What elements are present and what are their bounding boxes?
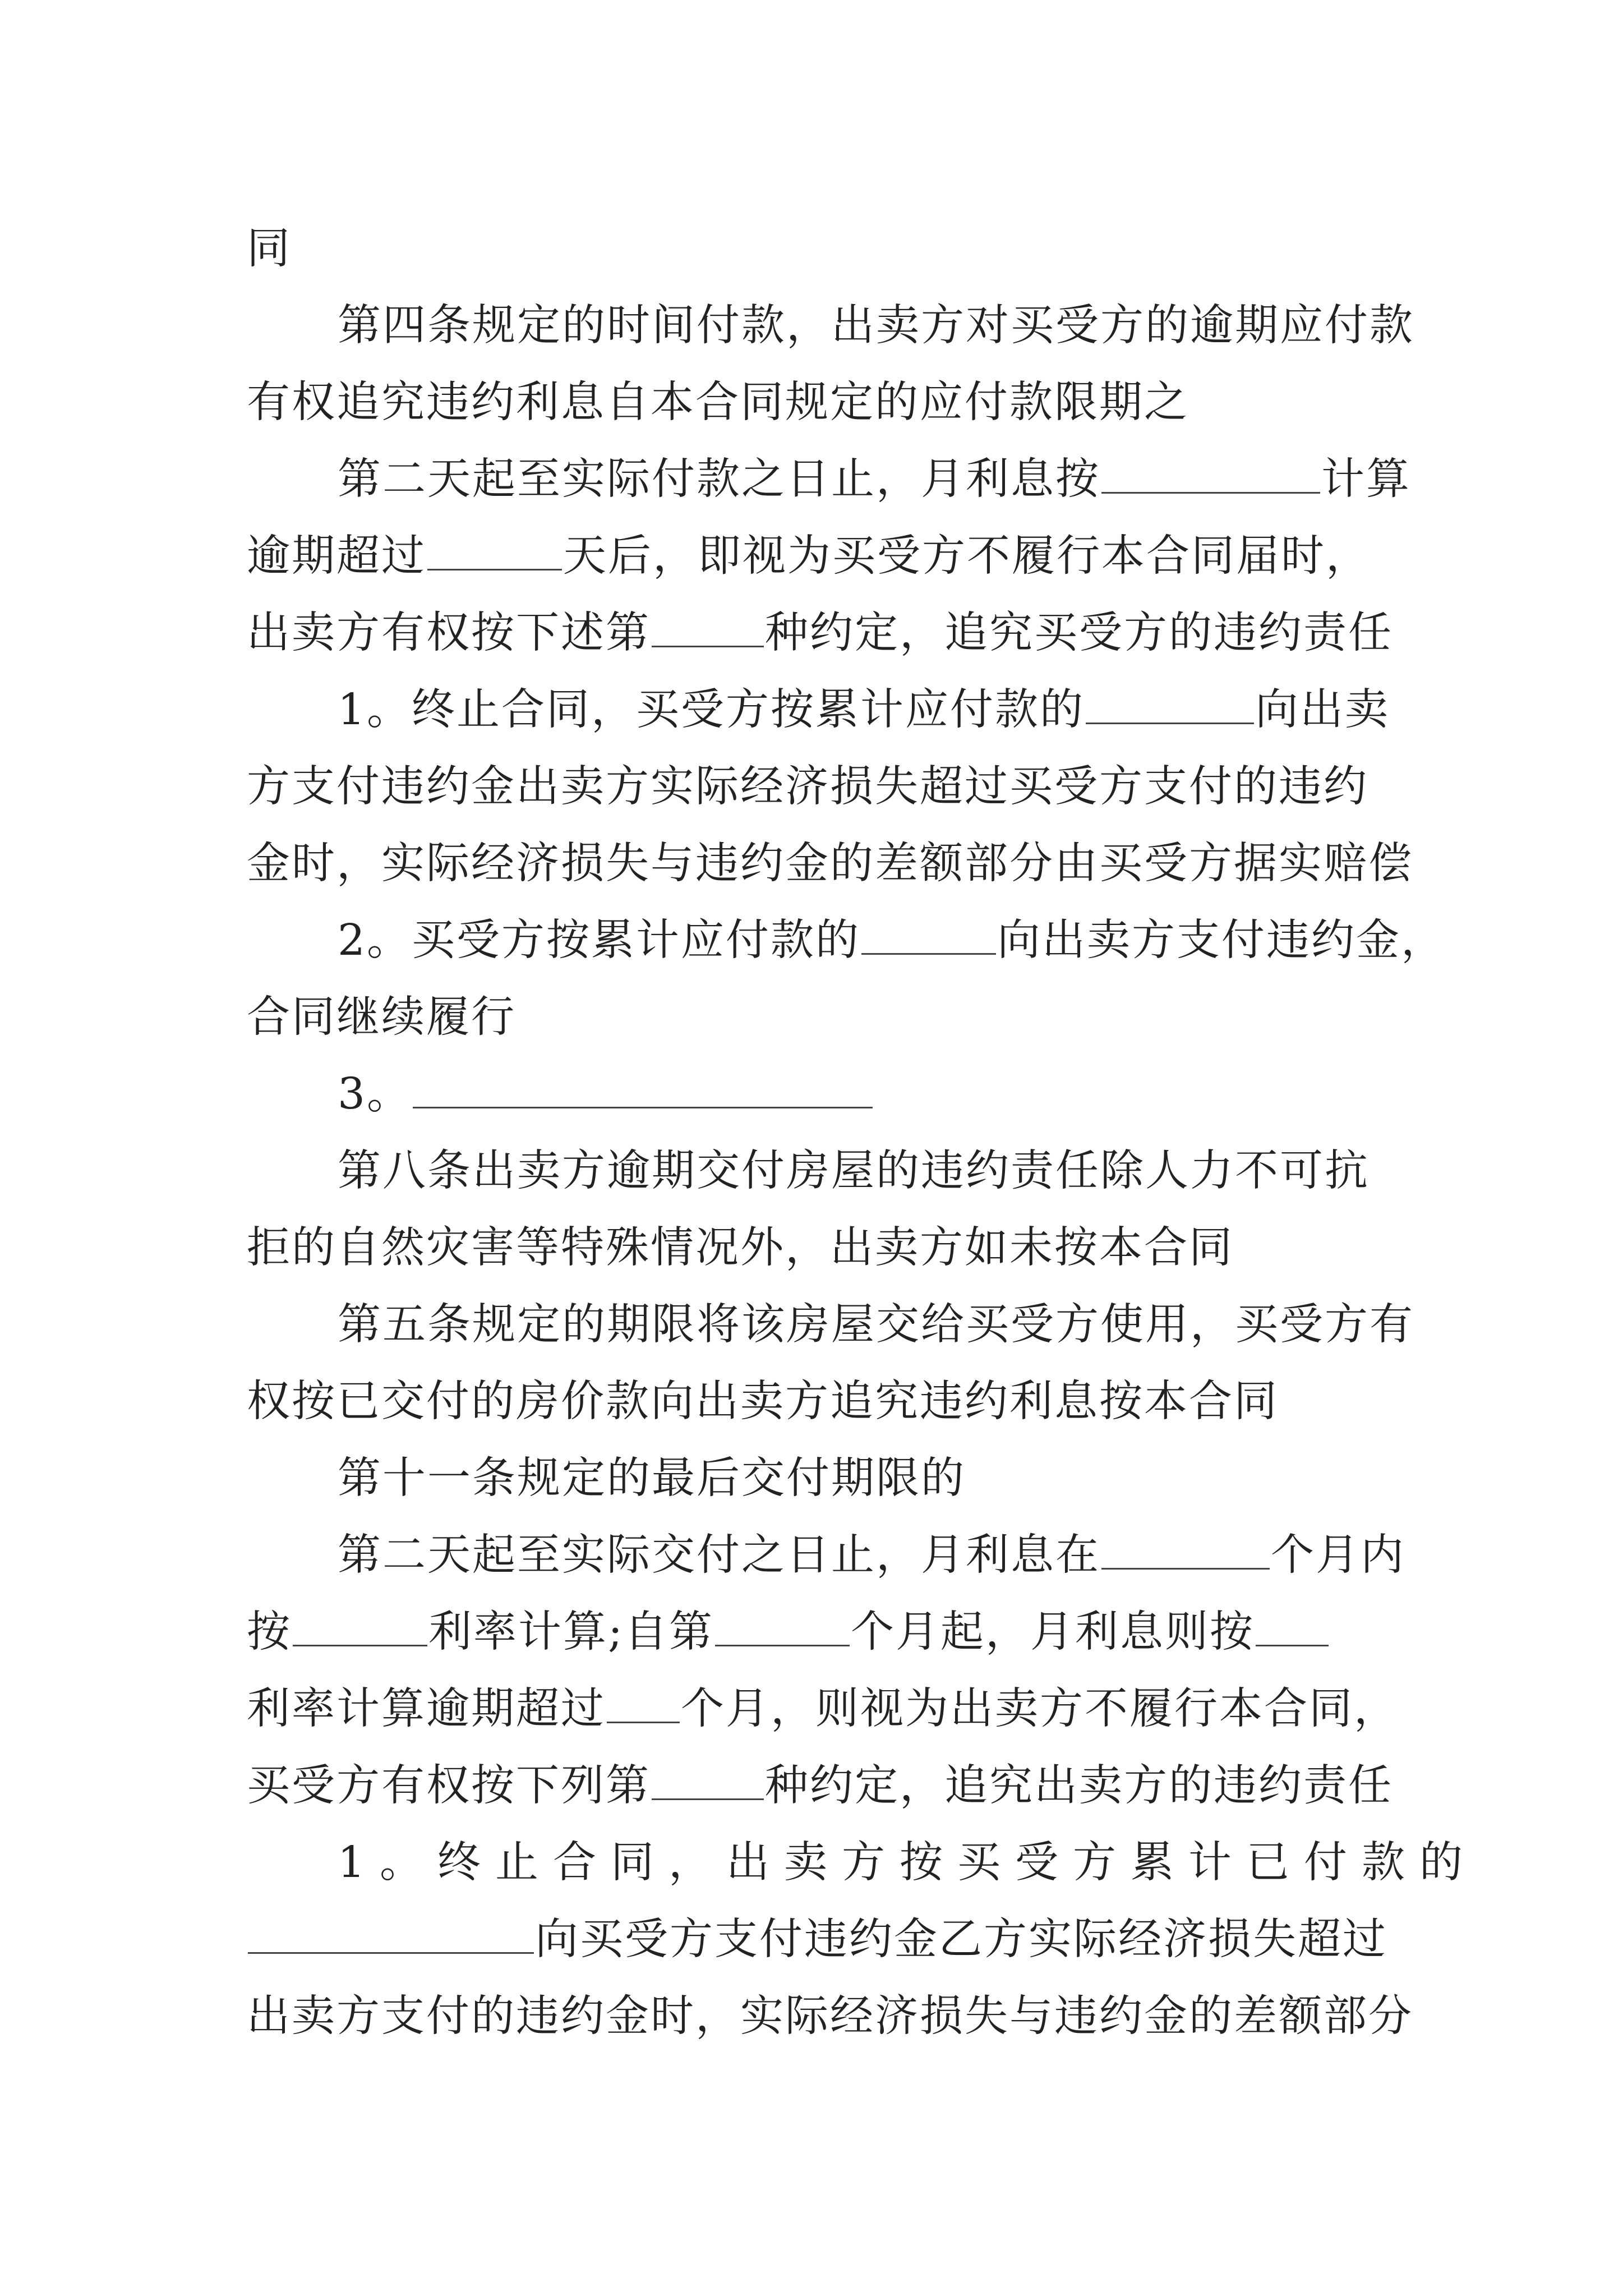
fill-in-blank[interactable]	[413, 1075, 873, 1108]
line-text: 同	[247, 224, 292, 274]
text-line	[247, 1824, 1477, 1901]
line-text: 第八条出卖方逾期交付房屋的违约责任除人力不可抗	[338, 1146, 1370, 1196]
line-text: 天后，即视为买受方不履行本合同届时，	[563, 531, 1371, 581]
text-line	[247, 902, 1446, 979]
line-text: 金时，实际经济损失与违约金的差额部分由买受方据实赔偿	[247, 839, 1413, 889]
line-text: 计算	[1321, 454, 1411, 504]
line-text: 种约定，追究买受方的违约责任	[765, 608, 1393, 658]
line-text: 第四条规定的时间付款，出卖方对买受方的逾期应付款	[338, 301, 1414, 351]
line-text: 1。终止合同，出卖方按买受方累计已付款的	[338, 1838, 1477, 1888]
text-line	[247, 1901, 1387, 1978]
line-text: 合同继续履行	[247, 992, 516, 1042]
line-text: 2。买受方按累计应付款的	[338, 915, 860, 965]
text-line	[247, 595, 1393, 671]
line-text: 拒的自然灾害等特殊情况外，出卖方如未按本合同	[247, 1223, 1234, 1273]
line-text: 个月内	[1271, 1530, 1405, 1580]
line-text: 种约定，追究出卖方的违约责任	[765, 1761, 1393, 1811]
text-line	[247, 825, 1413, 902]
line-text: 有权追究违约利息自本合同规定的应付款限期之	[247, 378, 1189, 427]
text-line	[247, 210, 1380, 287]
text-line	[247, 1056, 1380, 1133]
line-text: 出卖方有权按下述第	[247, 608, 651, 658]
fill-in-blank[interactable]	[715, 1613, 850, 1646]
text-line	[247, 1978, 1413, 2055]
line-text: 向出卖	[1255, 685, 1390, 735]
text-line	[247, 287, 1414, 364]
fill-in-blank[interactable]	[652, 1767, 764, 1800]
line-text: 向买受方支付违约金乙方实际经济损失超过	[535, 1915, 1387, 1964]
text-line	[247, 441, 1411, 518]
text-line	[247, 518, 1380, 595]
text-line	[247, 748, 1380, 825]
fill-in-blank[interactable]	[861, 922, 996, 955]
line-text: 向出卖方支付违约金，	[997, 915, 1446, 965]
fill-in-blank[interactable]	[1256, 1613, 1329, 1646]
fill-in-blank[interactable]	[1101, 1536, 1270, 1570]
contract-text	[247, 210, 1477, 2055]
line-text: 第十一条规定的最后交付期限的	[338, 1453, 966, 1503]
line-text: 个月起，月利息则按	[850, 1607, 1255, 1657]
fill-in-blank[interactable]	[652, 614, 764, 647]
fill-in-blank[interactable]	[293, 1613, 427, 1646]
fill-in-blank[interactable]	[1101, 461, 1320, 494]
text-line	[247, 1209, 1380, 1286]
line-text: 方支付违约金出卖方实际经济损失超过买受方支付的违约	[247, 762, 1368, 812]
text-line	[247, 364, 1380, 441]
line-text: 第二天起至实际付款之日止，月利息按	[338, 454, 1100, 504]
line-text: 3。	[338, 1069, 412, 1119]
line-text: 出卖方支付的违约金时，实际经济损失与违约金的差额部分	[247, 1991, 1413, 2041]
line-text: 逾期超过	[247, 531, 426, 581]
line-text: 权按已交付的房价款向出卖方追究违约利息按本合同	[247, 1377, 1279, 1427]
fill-in-blank[interactable]	[427, 537, 562, 570]
text-line	[247, 1286, 1414, 1363]
line-text: 1。终止合同，买受方按累计应付款的	[338, 685, 1085, 735]
line-text: 按	[247, 1607, 292, 1657]
text-line	[247, 1440, 1380, 1517]
line-text: 第五条规定的期限将该房屋交给买受方使用，买受方有	[338, 1300, 1414, 1350]
fill-in-blank[interactable]	[248, 1921, 534, 1954]
text-line	[247, 1671, 1399, 1747]
line-text: 第二天起至实际交付之日止，月利息在	[338, 1530, 1100, 1580]
text-line	[247, 671, 1390, 748]
text-line	[247, 1517, 1405, 1594]
line-text: 利率计算逾期超过	[247, 1684, 606, 1734]
text-line	[247, 1747, 1393, 1824]
line-text: 利率计算;自第	[428, 1607, 714, 1657]
text-line	[247, 1363, 1380, 1440]
line-text: 个月，则视为出卖方不履行本合同，	[681, 1684, 1399, 1734]
line-text: 买受方有权按下列第	[247, 1761, 651, 1811]
text-line	[247, 979, 1380, 1056]
fill-in-blank[interactable]	[1086, 691, 1254, 724]
fill-in-blank[interactable]	[607, 1690, 680, 1723]
text-line	[247, 1594, 1380, 1671]
text-line	[247, 1133, 1380, 1209]
